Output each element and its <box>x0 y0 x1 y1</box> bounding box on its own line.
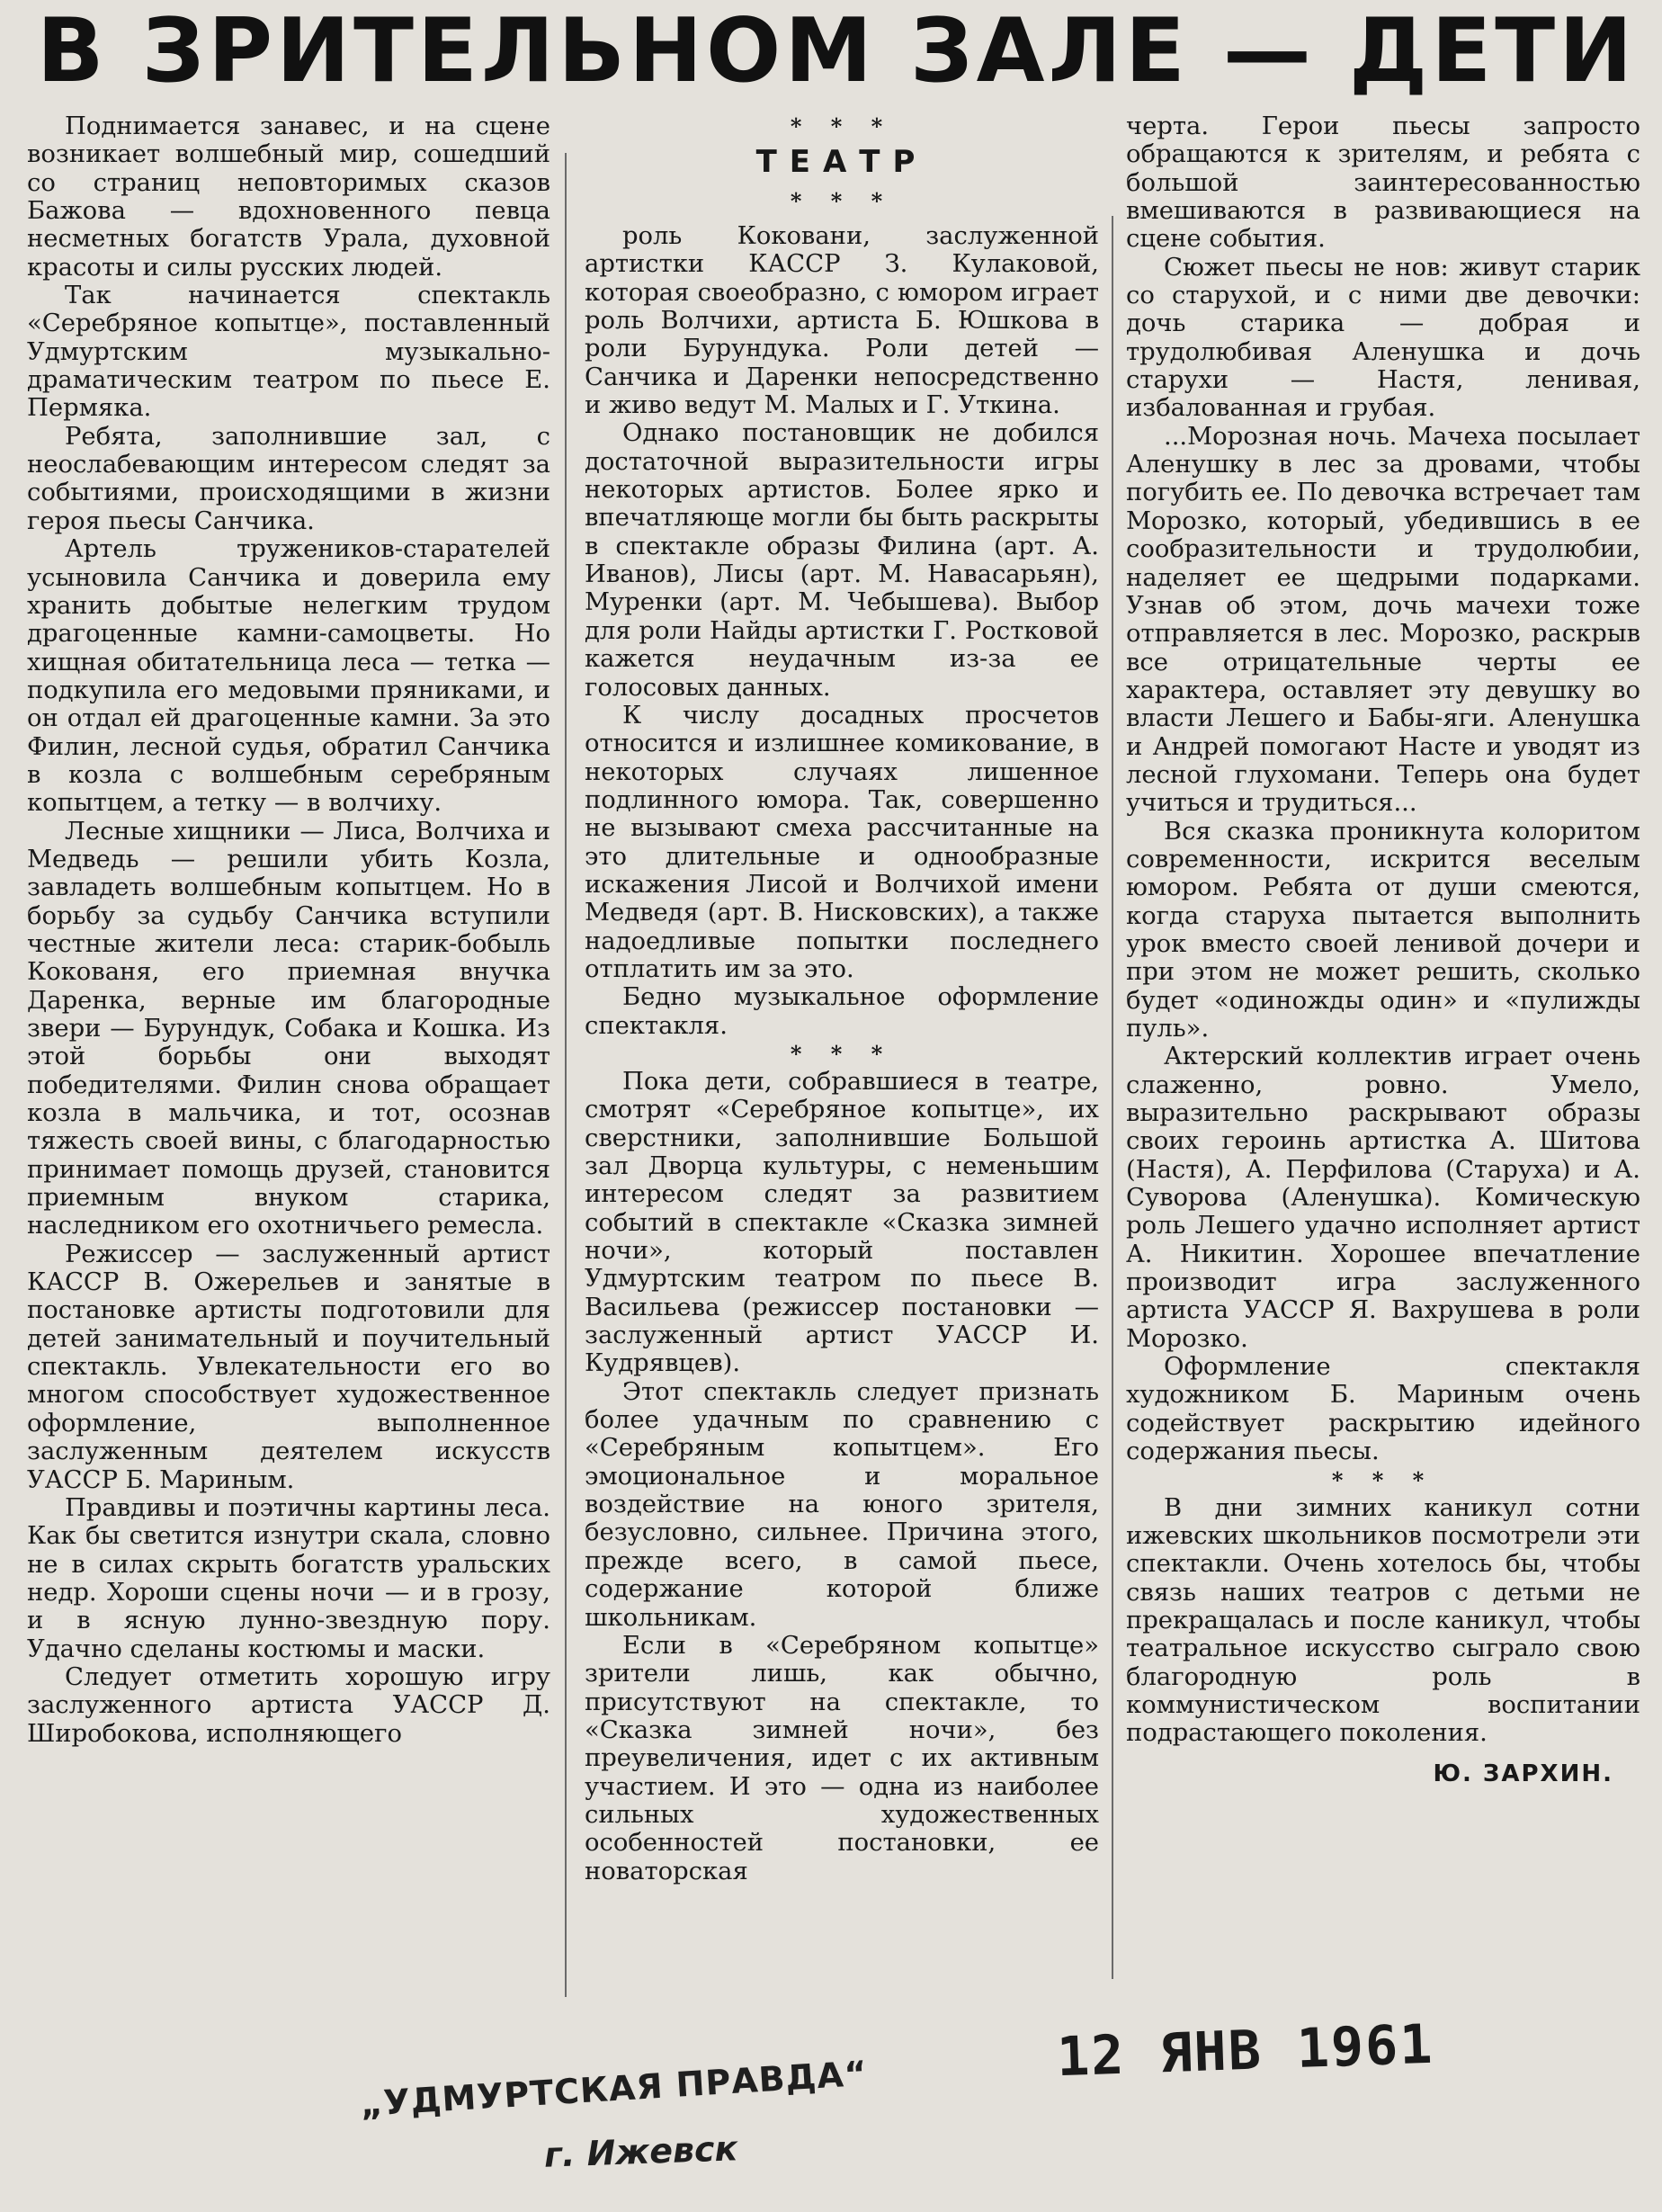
paragraph: Артель тружеников-старателей усыновила Санчика и доверила ему хранить добытые нелегким трудом драгоценные камни-самоцветы. Но хищная обитательница леса — тетка — подкупила его медовыми пряниками, и он отдал ей драгоценные камни. За это Филин, лесной судья, обратил Санчика в козла с волшебным серебряным копытцем, а тетку — в волчиху. <box>27 535 550 818</box>
column-divider <box>565 153 567 1997</box>
star-separator: * * * <box>790 1040 894 1067</box>
paragraph: Режиссер — заслуженный артист КАССР В. Ожерельев и занятые в постановке артисты подготовили для детей занимательный и поучительный спектакль. Увлекательности его во многом способствует художественное оформление, выполненное заслуженным деятелем искусств УАССР Б. Мариным. <box>27 1240 550 1494</box>
paragraph: Так начинается спектакль «Серебряное копытце», поставленный Удмуртским музыкально-драматическим театром по пьесе Е. Пермяка. <box>27 282 550 423</box>
paragraph: В дни зимних каникул сотни ижевских школьников посмотрели эти спектакли. Очень хотелось бы, чтобы связь наших театров с детьми не прекращалась и после каникул, чтобы театральное искусство сыграло свою благородную роль в коммунистическом воспитании подрастающего поколения. <box>1126 1493 1640 1748</box>
headline: В ЗРИТЕЛЬНОМ ЗАЛЕ — ДЕТИ <box>36 0 1637 103</box>
paragraph: черта. Герои пьесы запросто обращаются к зрителям, и ребята с большой заинтересованностью вмешиваются в развивающиеся на сцене события. <box>1126 112 1640 254</box>
paragraph: Если в «Серебряном копытце» зрители лишь, как обычно, присутствуют на спектакле, то «Сказка зимней ночи», без преувеличения, идет с их активным участием. И это — одна из наиболее сильных художественных особенностей постановки, ее новаторская <box>585 1631 1099 1885</box>
paragraph: Оформление спектакля художником Б. Мариным очень содействует раскрытию идейного содержания пьесы. <box>1126 1353 1640 1466</box>
star-separator: * * * <box>790 113 894 139</box>
paragraph: Однако постановщик не добился достаточной выразительности игры некоторых артистов. Более ярко и впечатляюще могли бы быть раскрыты в спектакле образы Филина (арт. А. Иванов), Лисы (арт. М. Навасарьян), Муренки (арт. М. Чебышева). Выбор для роли Найды артистки Г. Ростковой кажется неудачным из-за ее голосовых данных. <box>585 419 1099 702</box>
author-signature: Ю. ЗАРХИН. <box>1433 1760 1613 1787</box>
date-stamp: 12 ЯНВ 1961 <box>1055 2012 1435 2090</box>
column-divider <box>1112 216 1113 1979</box>
star-separator: * * * <box>790 188 894 214</box>
article-column-2 <box>585 112 1099 2019</box>
paragraph: К числу досадных просчетов относится и излишнее комикование, в некоторых случаях лишенное подлинного юмора. Так, совершенно не вызывают смеха рассчитанные на это длительные и однообразные искажения Лисой и Волчихой имени Медведя (арт. В. Нисковских), а также надоедливые попытки последнего отплатить им за это. <box>585 701 1099 983</box>
paragraph: ...Морозная ночь. Мачеха посылает Аленушку в лес за дровами, чтобы погубить ее. По девочка встречает там Морозко, который, убедившись в ее сообразительности и трудолюбии, наделяет ее щедрыми подарками. Узнав об этом, дочь мачехи тоже отправляется в лес. Морозко, раскрыв все отрицательные черты ее характера, оставляет эту девушку во власти Лешего и Бабы-яги. Аленушка и Андрей помогают Насте и уводят из лесной глухомани. Теперь она будет учиться и трудиться... <box>1126 422 1640 818</box>
paragraph: Этот спектакль следует признать более удачным по сравнению с «Серебряным копытцем». Его эмоциональное и моральное воздействие на юного зрителя, безусловно, сильнее. Причина этого, прежде всего, в самой пьесе, содержание которой ближе школьникам. <box>585 1377 1099 1632</box>
paragraph: Правдивы и поэтичны картины леса. Как бы светится изнутри скала, словно не в силах скрыть богатств уральских недр. Хороши сцены ночи — и в грозу, и в ясную лунно-звездную пору. Удачно сделаны костюмы и маски. <box>27 1493 550 1663</box>
article-column-3 <box>1126 112 1640 2019</box>
article-column-1 <box>27 112 550 2019</box>
paragraph: роль Коковани, заслуженной артистки КАССР З. Кулаковой, которая своеобразно, с юмором играет роль Волчихи, артиста Б. Юшкова в роли Бурундука. Роли детей — Санчика и Даренки непосредственно и живо ведут М. Малых и Г. Уткина. <box>585 222 1099 420</box>
paragraph: Ребята, заполнившие зал, с неослабевающим интересом следят за событиями, происходящими в жизни героя пьесы Санчика. <box>27 422 550 535</box>
paragraph: Пока дети, собравшиеся в театре, смотрят «Серебряное копытце», их сверстники, заполнившие Большой зал Дворца культуры, с неменьшим интересом следят за развитием событий в спектакле «Сказка зимней ночи», который поставлен Удмуртским театром по пьесе В. Васильева (режиссер постановки — заслуженный артист УАССР И. Кудрявцев). <box>585 1067 1099 1378</box>
paragraph: Лесные хищники — Лиса, Волчиха и Медведь — решили убить Козла, завладеть волшебным копытцем. Но в борьбу за судьбу Санчика вступили честные жители леса: старик-бобыль Кокованя, его приемная внучка Даренка, верные им благородные звери — Бурундук, Собака и Кошка. Из этой борьбы они выходят победителями. Филин снова обращает козла в мальчика, и тот, осознав тяжесть своей вины, с благодарностью принимает помощь друзей, становится приемным внуком старика, наследником его охотничьего ремесла. <box>27 817 550 1240</box>
paragraph: Актерский коллектив играет очень слаженно, ровно. Умело, выразительно раскрывают образы своих героинь артистка А. Шитова (Настя), А. Перфилова (Старуха) и А. Суворова (Аленушка). Комическую роль Лешего удачно исполняет артист А. Никитин. Хорошее впечатление производит игра заслуженного артиста УАССР Я. Вахрушева в роли Морозко. <box>1126 1043 1640 1353</box>
city-stamp: г. Ижевск <box>543 2128 738 2175</box>
paragraph: Следует отметить хорошую игру заслуженного артиста УАССР Д. Широбокова, исполняющего <box>27 1662 550 1748</box>
paragraph: Вся сказка проникнута колоритом современности, искрится веселым юмором. Ребята от души смеются, когда старуха пытается выполнить урок вместо своей ленивой дочери и при этом не может решить, сколько будет «одиножды один» и «пулижды пуль». <box>1126 817 1640 1043</box>
star-separator: * * * <box>1331 1466 1435 1493</box>
paragraph: Бедно музыкальное оформление спектакля. <box>585 983 1099 1040</box>
newspaper-name-stamp: „УДМУРТСКАЯ ПРАВДА“ <box>359 2053 869 2125</box>
paragraph: Сюжет пьесы не нов: живут старик со старухой, и с ними две девочки: дочь старика — добрая и трудолюбивая Аленушка и дочь старухи — Настя, ленивая, избалованная и грубая. <box>1126 253 1640 423</box>
paragraph: Поднимается занавес, и на сцене возникает волшебный мир, сошедший со страниц неповторимых сказов Бажова — вдохновенного певца несметных богатств Урала, духовной красоты и силы русских людей. <box>27 112 550 282</box>
rubric-title: ТЕАТР <box>755 144 928 180</box>
